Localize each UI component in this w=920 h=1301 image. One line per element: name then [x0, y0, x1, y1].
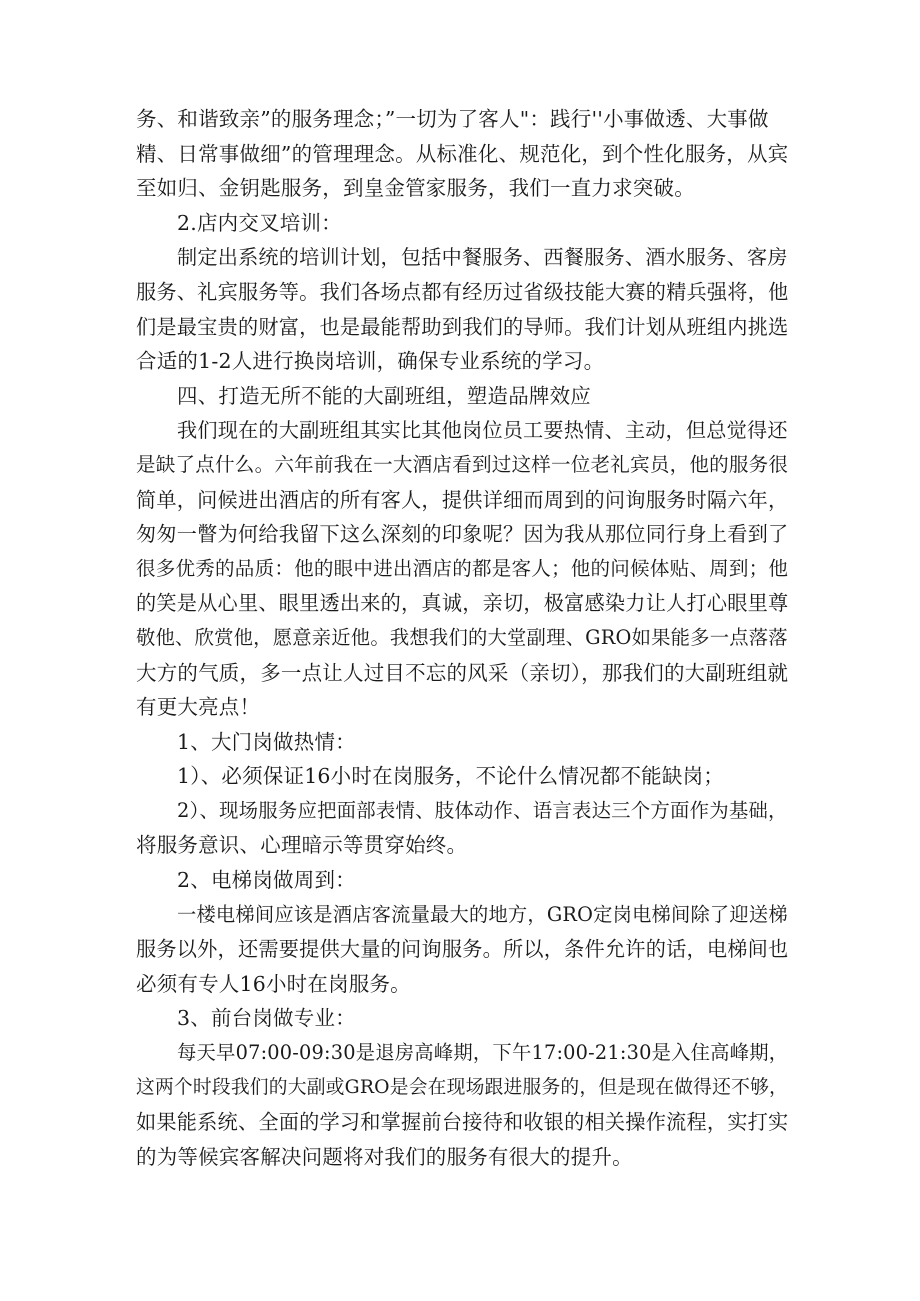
paragraph-start-line: 1）、必须保证16小时在岗服务，不论什么情况都不能缺岗； — [177, 764, 724, 789]
paragraph-line: 简单，问候进出酒店的所有客人，提供详细而周到的问询服务时隔六年， — [136, 487, 789, 512]
paragraph-start-line: 3、前台岗做专业： — [177, 1006, 356, 1031]
paragraph-start-line: 制定出系统的培训计划，包括中餐服务、西餐服务、酒水服务、客房 — [177, 245, 788, 270]
paragraph-line: 是缺了点什么。六年前我在一大酒店看到过这样一位老礼宾员，他的服务很 — [136, 452, 789, 476]
paragraph-line: 如果能系统、全面的学习和掌握前台接待和收银的相关操作流程，实打实 — [136, 1110, 789, 1135]
paragraph-line: 必须有专人16小时在岗服务。 — [136, 971, 411, 996]
paragraph-line: 们是最宝贵的财富，也是最能帮助到我们的导师。我们计划从班组内挑选 — [136, 314, 789, 339]
paragraph-start-line: 2.店内交叉培训： — [177, 210, 342, 235]
paragraph-line: 大方的气质，多一点让人过目不忘的风采（亲切），那我们的大副班组就 — [136, 660, 789, 685]
paragraph-start-line: 2）、现场服务应把面部表情、肢体动作、语言表达三个方面作为基础， — [177, 798, 788, 822]
paragraph-line: 的为等候宾客解决问题将对我们的服务有很大的提升。 — [136, 1144, 633, 1169]
paragraph-line: 有更大亮点！ — [136, 695, 261, 720]
paragraph-line: 很多优秀的品质：他的眼中进出酒店的都是客人；他的问候体贴、周到；他 — [136, 556, 789, 580]
document-body — [136, 102, 788, 1174]
paragraph-line: 的笑是从心里、眼里透出来的，真诚，亲切，极富感染力让人打心眼里尊 — [136, 591, 789, 616]
paragraph-line: 敬他、欣赏他，愿意亲近他。我想我们的大堂副理、GRO如果能多一点落落 — [136, 625, 788, 649]
paragraph-line: 这两个时段我们的大副或GRO是会在现场跟进服务的，但是现在做得还不够， — [136, 1076, 789, 1098]
paragraph-start-line: 一楼电梯间应该是酒店客流量最大的地方，GRO定岗电梯间除了迎送梯 — [177, 902, 788, 926]
paragraph-line: 服务以外，还需要提供大量的问询服务。所以，条件允许的话，电梯间也 — [136, 937, 789, 962]
paragraph-line: 将服务意识、心理暗示等贯穿始终。 — [136, 833, 468, 858]
paragraph-start-line: 我们现在的大副班组其实比其他岗位员工要热情、主动，但总觉得还 — [177, 418, 788, 443]
paragraph-line: 精、日常事做细”的管理理念。从标准化、规范化，到个性化服务，从宾 — [136, 141, 789, 166]
paragraph-line: 至如归、金钥匙服务，到皇金管家服务，我们一直力求突破。 — [136, 176, 695, 201]
paragraph-line: 服务、礼宾服务等。我们各场点都有经历过省级技能大赛的精兵强将，他 — [136, 279, 789, 304]
paragraph-start-line: 1、大门岗做热情： — [177, 729, 356, 754]
paragraph-line: 务、和谐致亲”的服务理念；”一切为了客人"：践行''小事做透、大事做 — [136, 107, 769, 131]
paragraph-start-line: 2、电梯岗做周到： — [177, 868, 356, 893]
paragraph-start-line: 每天早07:00-09:30是退房高峰期，下午17:00-21:30是入住高峰期， — [177, 1041, 789, 1065]
paragraph-start-line: 四、打造无所不能的大副班组，塑造品牌效应 — [177, 383, 591, 408]
paragraph-line: 匆匆一瞥为何给我留下这么深刻的印象呢？因为我从那位同行身上看到了 — [136, 522, 789, 547]
paragraph-line: 合适的1-2人进行换岗培训，确保专业系统的学习。 — [136, 349, 605, 374]
